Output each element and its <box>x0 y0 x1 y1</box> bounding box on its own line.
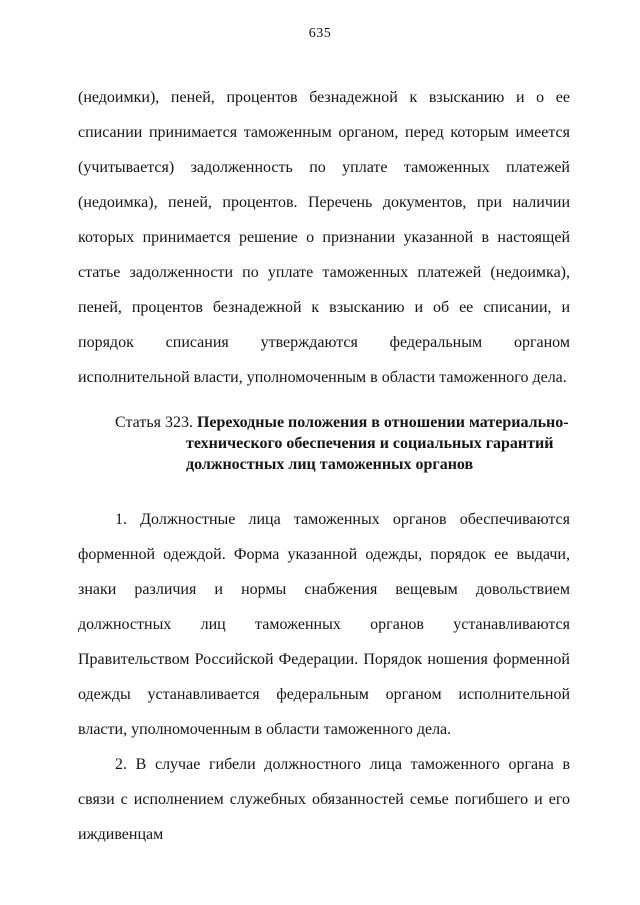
page-content <box>78 80 570 852</box>
article-title: Переходные положения в отношении материально-технического обеспечения и социальных гарантий должностных лиц таможенных органов <box>186 414 569 473</box>
paragraph-item-2: 2. В случае гибели должностного лица таможенного органа в связи с исполнением служебных обязанностей семье погибшего и его иждивенцам <box>78 756 570 843</box>
article-number: Статья 323. <box>115 414 193 431</box>
paragraph-item-1: 1. Должностные лица таможенных органов обеспечиваются форменной одеждой. Форма указанной одежды, порядок ее выдачи, знаки различия и нормы снабжения вещевым довольствием должностных лиц таможенных органов устанавливаются Правительством Российской Федерации. Порядок ношения форменной одежды устанавливается федеральным органом исполнительной власти, уполномоченным в области таможенного дела. <box>78 511 570 738</box>
paragraph-continuation: (недоимки), пеней, процентов безнадежной к взысканию и о ее списании принимается таможенным органом, перед которым имеется (учитывается) задолженность по уплате таможенных платежей (недоимка), пеней, процентов. Перечень документов, при наличии которых принимается решение о признании указанной в настоящей статье задолженности по уплате таможенных платежей (недоимка), пеней, процентов безнадежной к взысканию и об ее списании, и порядок списания утверждаются федеральным органом исполнительной власти, уполномоченным в области таможенного дела. <box>78 89 570 386</box>
page-number: 635 <box>308 26 332 41</box>
article-heading <box>78 412 570 475</box>
